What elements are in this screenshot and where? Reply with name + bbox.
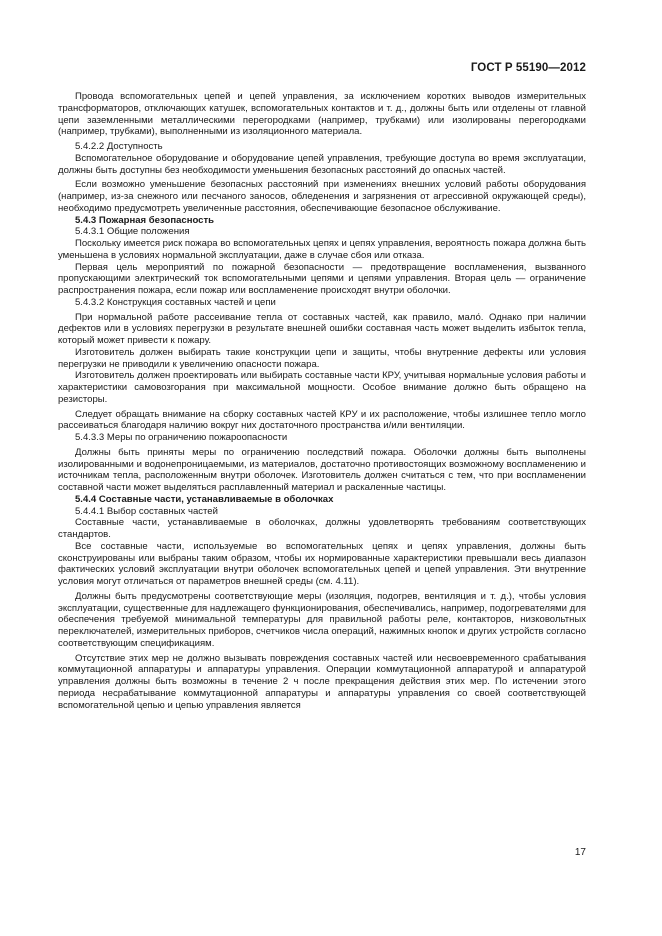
paragraph: Следует обращать внимание на сборку составных частей КРУ и их расположение, чтобы излишнее тепло могло рассеиваться благодаря наличию вокруг них достаточного пространства и/или вентиляции. bbox=[58, 408, 586, 432]
section-heading: 5.4.4.1 Выбор составных частей bbox=[75, 505, 218, 517]
paragraph: Изготовитель должен проектировать или выбирать составные части КРУ, учитывая нормальные условия работы и характеристики самовозгорания при максимальной мощности. Особое внимание должно быть обращено на резисторы. bbox=[58, 370, 586, 405]
paragraph: Составные части, устанавливаемые в оболочках, должны удовлетворять требованиям соответствующих стандартов. bbox=[58, 517, 586, 540]
section-heading: 5.4.3.3 Меры по ограничению пожароопасности bbox=[75, 432, 288, 443]
section-heading: 5.4.3.2 Конструкция составных частей и цепи bbox=[75, 296, 276, 308]
page-number: 17 bbox=[574, 847, 586, 858]
paragraph: Первая цель мероприятий по пожарной безопасности — предотвращение воспламенения, вызванного пропускающими электрический ток вспомогательными цепями и цепями управления. Вторая цель — ограничение распространения пожара, если пожар или воспламенение происходят внутри оболочки. bbox=[58, 261, 586, 296]
section-heading: 5.4.2.2 Доступность bbox=[75, 141, 163, 152]
document-body bbox=[58, 91, 586, 711]
paragraph: Если возможно уменьшение безопасных расстояний при изменениях внешних условий работы оборудования (например, из-за снежного или песчаного заносов, обледенения и загрязнения от агрессивной окружающей среды), необходимо предусмотреть увеличенные расстояния, обеспечивающие безопасное обслуживание. bbox=[58, 179, 586, 214]
paragraph: Вспомогательное оборудование и оборудование цепей управления, требующие доступа во время эксплуатации, должны быть доступны без необходимости уменьшения безопасных расстояний до опасных частей. bbox=[58, 152, 586, 176]
paragraph: Провода вспомогательных цепей и цепей управления, за исключением коротких выводов измерительных трансформаторов, отключающих катушек, вспомогательных контактов и т. д., должны быть или отделены от главной цепи заземленными металлическими перегородками (например, трубками) или изолированы перегородками (например, трубками), выполненными из изоляционного материала. bbox=[58, 91, 586, 138]
paragraph: При нормальной работе рассеивание тепла от составных частей, как правило, мало́. Однако при наличии дефектов или в условиях перегрузки в результате внешней ошибки составная часть может выделить избыток тепла, который может привести к пожару. bbox=[58, 311, 586, 346]
document-number: ГОСТ Р 55190—2012 bbox=[470, 62, 586, 74]
section-heading: 5.4.3.1 Общие положения bbox=[75, 226, 190, 238]
paragraph: Поскольку имеется риск пожара во вспомогательных цепях и цепях управления, вероятность пожара должна быть уменьшена в условиях нормальной эксплуатации, даже в случае сбоя или отказа. bbox=[58, 238, 586, 261]
paragraph: Должны быть предусмотрены соответствующие меры (изоляция, подогрев, вентиляция и т. д.), чтобы условия эксплуатации, существенные для надлежащего функционирования, обеспечивались, например, подогревателями для обеспечения требуемой минимальной температуры для правильной работы реле, контакторов, низковольтных переключателей, измерительных приборов, счетчиков числа операций, нажимных кнопок и других устройств согласно соответствующим спецификациям. bbox=[58, 590, 586, 649]
paragraph: Отсутствие этих мер не должно вызывать повреждения составных частей или несвоевременного срабатывания коммутационной аппаратуры и аппаратуры управления. Операции коммутационной аппаратурой и аппаратурой управления должны быть возможны в течение 2 ч после прекращения действия этих мер. По истечении этого периода несрабатывание коммутационной аппаратуры и аппаратуры управления со своей соответствующей вспомогательной цепью и цепью управления является bbox=[58, 652, 586, 711]
paragraph: Все составные части, используемые во вспомогательных цепях и цепях управления, должны быть сконструированы или выбраны таким образом, чтобы их нормированные характеристики превышали весь диапазон фактических условий эксплуатации внутри оболочек вспомогательных цепей и цепей управления. Эти внутренние условия могут отличаться от параметров внешней среды (см. 4.11). bbox=[58, 540, 586, 587]
paragraph: Должны быть приняты меры по ограничению последствий пожара. Оболочки должны быть выполнены изолированными и водонепроницаемыми, из материалов, достаточно противостоящих возможному воспламенению и источникам тепла, расположенным внутри оболочек. Изготовитель должен считаться с тем, что при воспламенении составной части может выделяться расплавленный материал и раскаленные частицы. bbox=[58, 446, 586, 493]
paragraph: Изготовитель должен выбирать такие конструкции цепи и защиты, чтобы внутренние дефекты или условия перегрузки не приводили к увеличению опасности пожара. bbox=[58, 346, 586, 370]
section-heading: 5.4.4 Составные части, устанавливаемые в оболочках bbox=[75, 493, 334, 505]
section-heading: 5.4.3 Пожарная безопасность bbox=[75, 214, 215, 226]
